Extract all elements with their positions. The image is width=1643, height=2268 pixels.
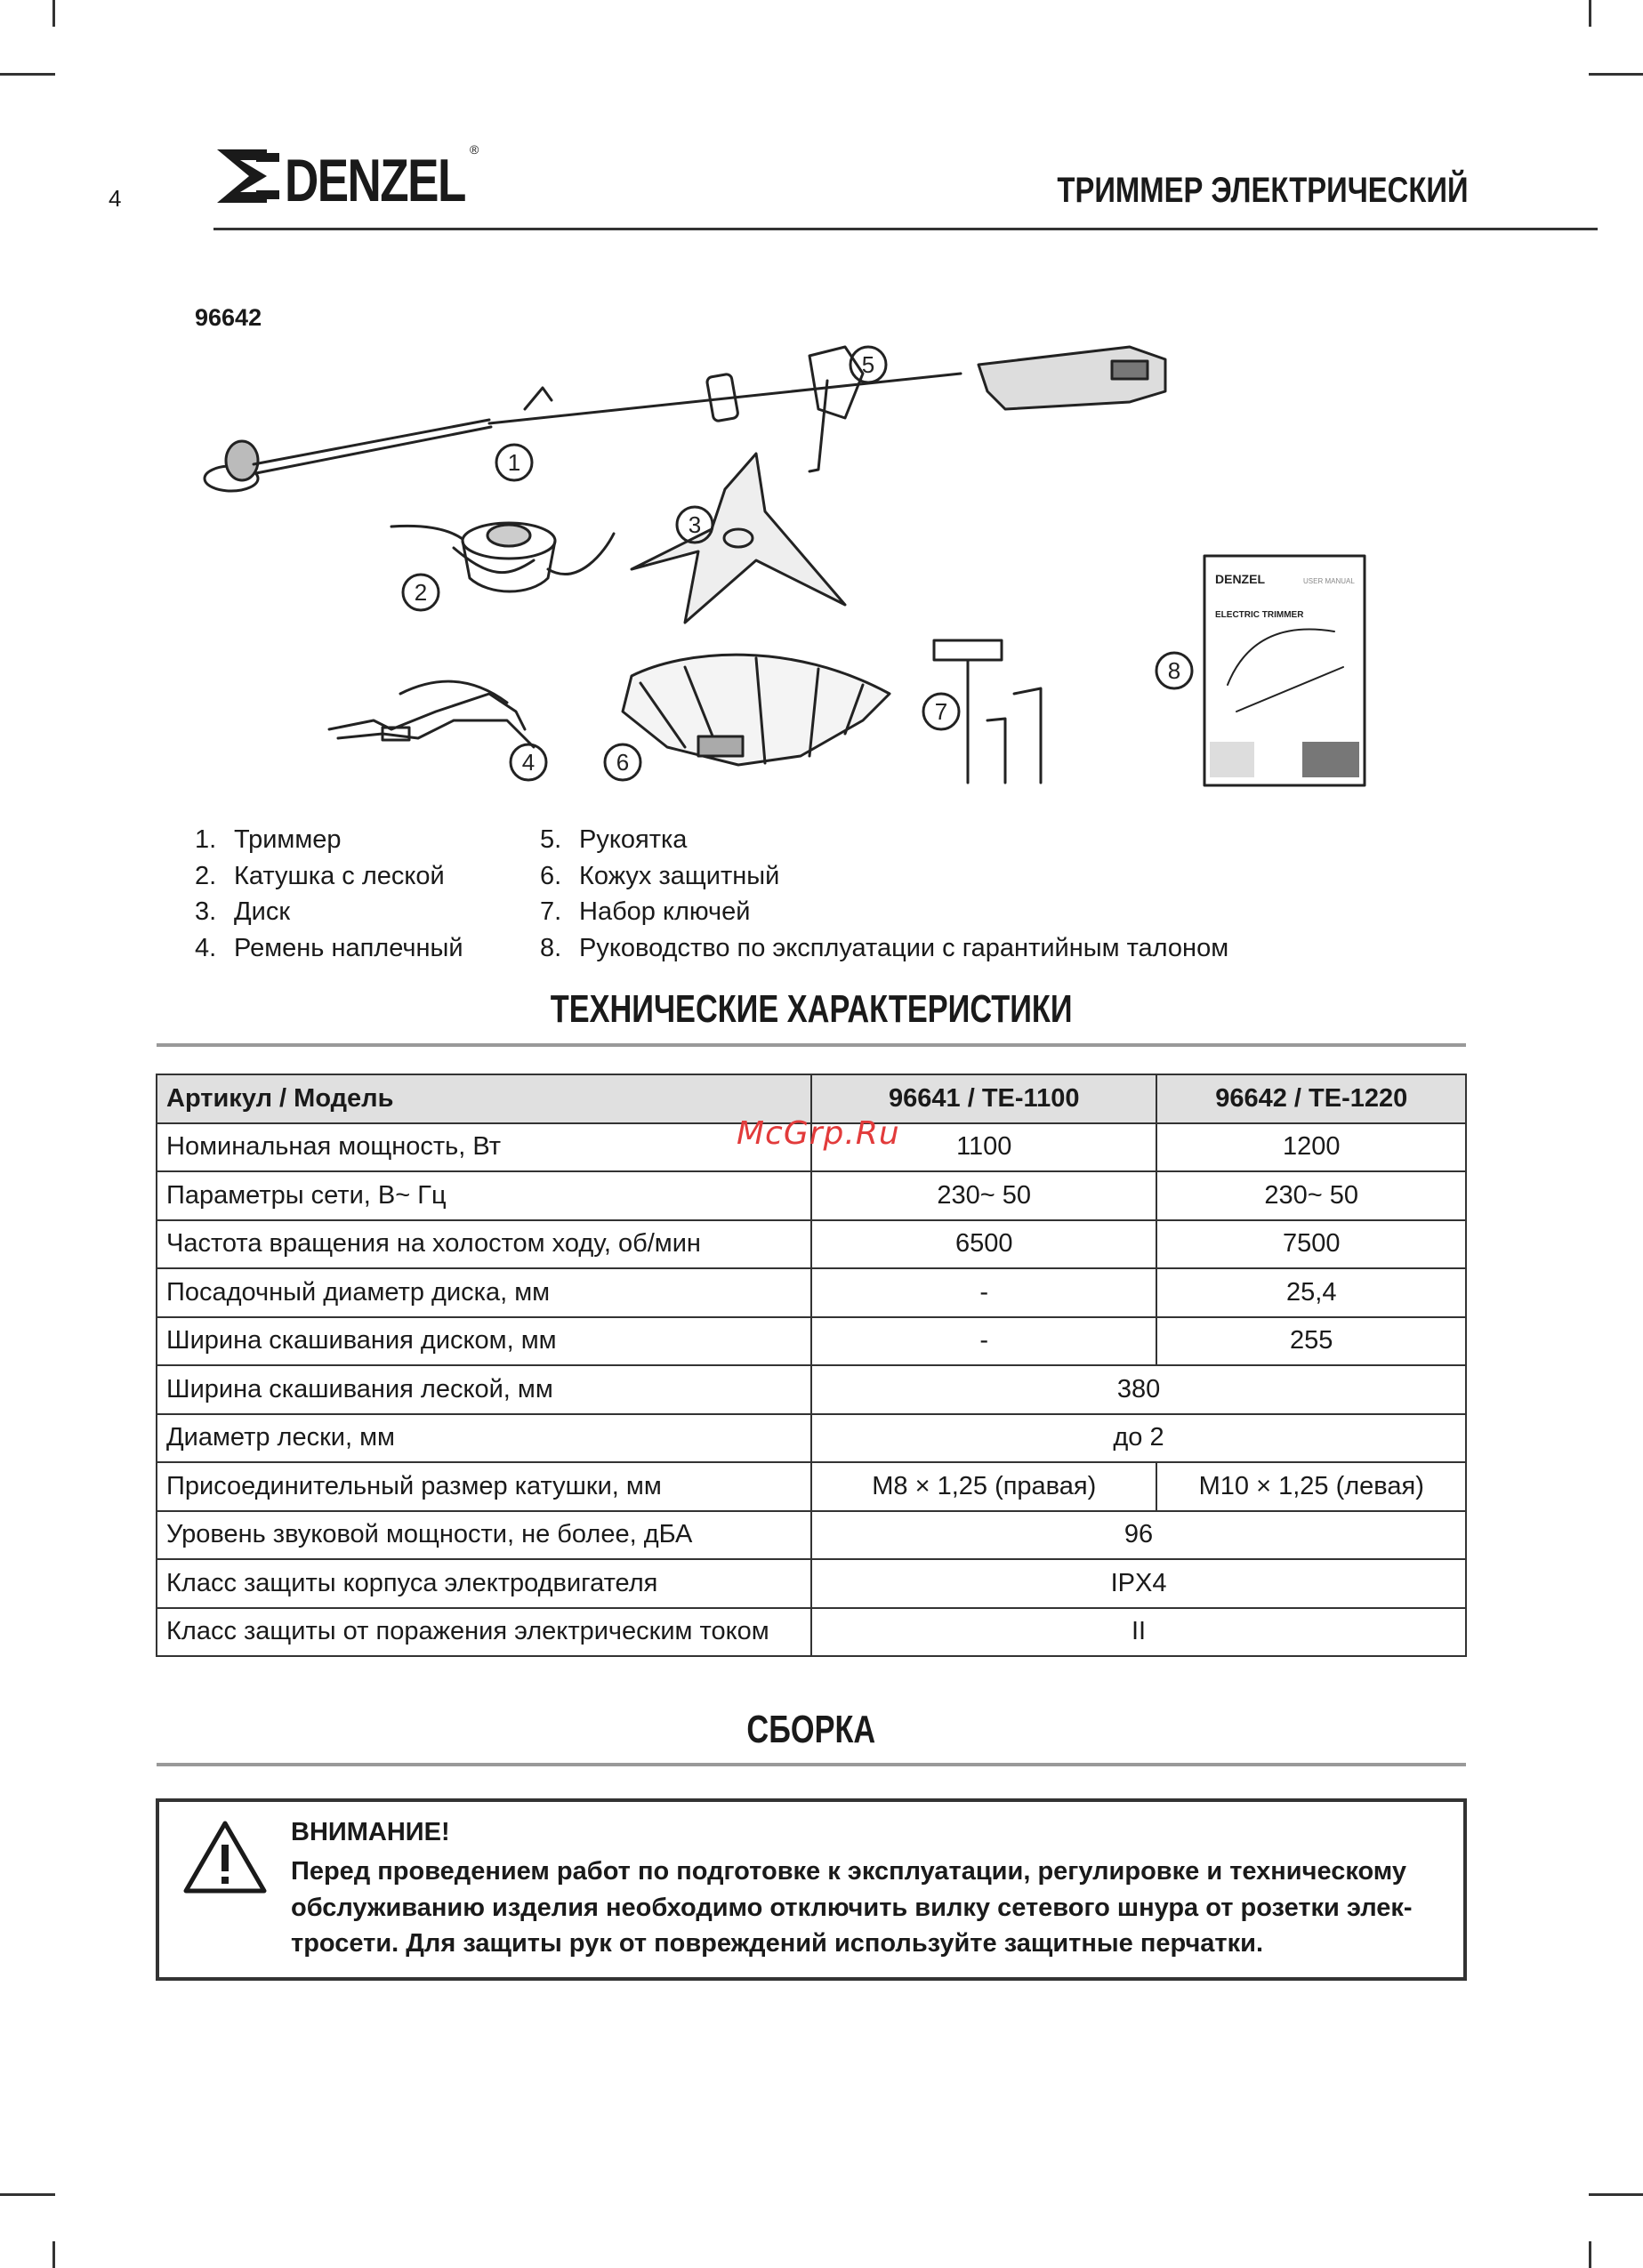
table-row: Ширина скашивания диском, мм - 255: [157, 1317, 1466, 1366]
user-manual-drawing: [1204, 556, 1365, 785]
specs-table: [156, 1074, 1467, 1657]
package-contents-figure: [187, 338, 1379, 800]
manual-label: USER MANUAL: [1303, 577, 1355, 585]
key-set-drawing: [934, 640, 1041, 783]
registered-mark: ®: [470, 142, 479, 157]
shoulder-strap-drawing: [329, 681, 534, 747]
crop-mark: [0, 73, 55, 76]
protective-guard-drawing: [623, 655, 890, 765]
list-item: 2. Катушка с леской: [195, 861, 445, 890]
callout-5: 5: [861, 351, 875, 378]
assembly-section-divider: [157, 1763, 1466, 1766]
trimmer-drawing: [205, 347, 1165, 491]
specs-section-title: ТЕХНИЧЕСКИЕ ХАРАКТЕРИСТИКИ: [550, 987, 1073, 1031]
list-item: 6. Кожух защитный: [540, 861, 780, 890]
list-item: 3. Диск: [195, 897, 291, 926]
document-title: ТРИММЕР ЭЛЕКТРИЧЕСКИЙ: [1057, 171, 1469, 210]
model-code: 96642: [195, 304, 262, 331]
crop-mark: [52, 0, 55, 27]
table-row: Присоединительный размер катушки, мм M8 × 1,25 (правая) M10 × 1,25 (левая): [157, 1462, 1466, 1511]
crop-mark: [1589, 73, 1643, 76]
table-row: Ширина скашивания леской, мм 380: [157, 1365, 1466, 1414]
crop-mark: [1589, 2241, 1591, 2268]
table-row: Частота вращения на холостом ходу, об/мин 6500 7500: [157, 1220, 1466, 1269]
warning-text: Перед проведением работ по подготовке к эксплуатации, регулировке и техническому обслуживанию изделия необходимо отключить вилку сетевого шнура от розетки элек- тросети. Для защиты рук от повреждений используйте защитные перчатки.: [291, 1857, 1413, 1958]
list-item: 8. Руководство по эксплуатации с гарантийным талоном: [540, 933, 1229, 962]
warning-box: [156, 1798, 1467, 1981]
callout-1: 1: [507, 449, 521, 476]
table-row: Диаметр лески, мм до 2: [157, 1414, 1466, 1463]
crop-mark: [52, 2241, 55, 2268]
warning-triangle-icon: [182, 1820, 268, 1894]
warning-title: ВНИМАНИЕ!: [291, 1818, 450, 1846]
header-divider: [213, 228, 1598, 230]
table-row: Посадочный диаметр диска, мм - 25,4: [157, 1268, 1466, 1317]
components-list-left: [195, 822, 463, 966]
callout-6: 6: [616, 749, 630, 776]
manual-brand: DENZEL: [1215, 572, 1265, 586]
callout-8: 8: [1167, 657, 1181, 684]
table-row: Номинальная мощность, Вт 1100 1200: [157, 1123, 1466, 1172]
list-item: 1. Триммер: [195, 825, 342, 854]
specs-section-divider: [157, 1043, 1466, 1047]
table-row: Класс защиты от поражения электрическим током II: [157, 1608, 1466, 1657]
list-item: 4. Ремень наплечный: [195, 933, 463, 962]
crop-mark: [0, 2193, 55, 2196]
watermark: McGrp.Ru: [737, 1115, 900, 1152]
callout-4: 4: [521, 749, 536, 776]
manual-title: ELECTRIC TRIMMER: [1215, 610, 1304, 620]
list-item: 5. Рукоятка: [540, 825, 688, 854]
components-list-right: [540, 822, 1228, 966]
brand-name: DENZEL: [285, 147, 465, 214]
page-number: 4: [109, 185, 122, 212]
table-header-row: Артикул / Модель 96641 / TE-1100 96642 / TE-1220: [157, 1074, 1466, 1123]
table-row: Параметры сети, В~ Гц 230~ 50 230~ 50: [157, 1171, 1466, 1220]
assembly-section-title: СБОРКА: [746, 1708, 876, 1751]
callout-3: 3: [688, 511, 702, 538]
table-row: Уровень звуковой мощности, не более, дБА 96: [157, 1511, 1466, 1560]
list-item: 7. Набор ключей: [540, 897, 751, 926]
callout-2: 2: [414, 579, 428, 606]
callout-7: 7: [934, 698, 948, 725]
table-row: Класс защиты корпуса электродвигателя IPX4: [157, 1559, 1466, 1608]
crop-mark: [1589, 2193, 1643, 2196]
crop-mark: [1589, 0, 1591, 27]
cutting-disc-drawing: [632, 454, 845, 623]
